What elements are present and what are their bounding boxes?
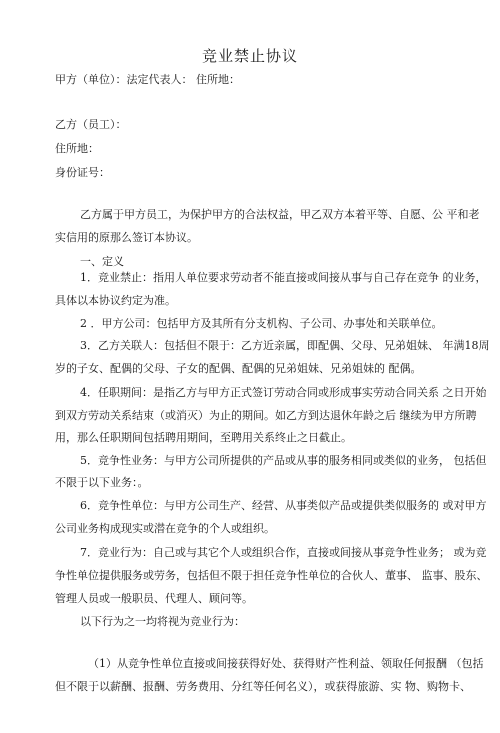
definition-line: 具体以本协议约定为准。 xyxy=(55,294,176,307)
definition-line: 岁的子女、配偶的父母、子女的配偶、配偶的兄弟姐妹、兄弟姐妹的 配偶。 xyxy=(55,362,422,375)
id-number-line: 身份证号： xyxy=(55,166,110,179)
preamble-line-2: 实信用的原那么签订本协议。 xyxy=(55,231,198,244)
definition-line: 5．竞争性业务：与甲方公司所提供的产品或从事的服务相同或类似的业务， 包括但 xyxy=(80,454,487,467)
party-a-line: 甲方（单位）：法定代表人： 住所地： xyxy=(55,73,240,86)
definition-line: 3．乙方关联人：包括但不限于：乙方近亲属，即配偶、父母、兄弟姐妹、 年满18周 xyxy=(80,339,490,352)
section-heading-definitions: 一、定义 xyxy=(80,255,124,268)
definition-line: 争性单位提供服务或劳务，包括但不限于担任竞争性单位的合伙人、董事、 监事、股东、 xyxy=(55,569,488,582)
definition-line: 不限于以下业务：。 xyxy=(55,476,149,489)
definition-line: 管理人员或一般职员、代理人、顾问等。 xyxy=(55,592,253,605)
clause-line: 但不限于以薪酬、报酬、劳务费用、分红等任何名义），或获得旅游、实 物、购物卡、 xyxy=(55,680,471,693)
definition-line: 用，那么任职期间包括聘用期间，至聘用关系终止之日截止。 xyxy=(55,431,352,444)
definition-line: 6．竞争性单位：与甲方公司生产、经营、从事类似产品或提供类似服务的 或对甲方 xyxy=(80,499,487,512)
residence-line: 住所地： xyxy=(55,142,99,155)
definition-line: 2 ．甲方公司：包括甲方及其所有分支机构、子公司、办事处和关联单位。 xyxy=(80,317,443,330)
party-b-line: 乙方（员工）： xyxy=(55,118,127,131)
clause-line: （1）从竞争性单位直接或间接获得好处、获得财产性利益、领取任何报酬 （包括 xyxy=(88,657,484,670)
preamble-line-1: 乙方属于甲方员工，为保护甲方的合法权益，甲乙双方本着平等、自愿、公 平和老 xyxy=(80,208,480,221)
definition-line: 7．竞业行为：自己或与其它个人或组织合作，直接或间接从事竞争性业务； 或为竞 xyxy=(80,546,487,559)
definition-line: 1．竞业禁止：指用人单位要求劳动者不能直接或间接从事与自己存在竞争 的业务， xyxy=(80,271,487,284)
document-title: 竞业禁止协议 xyxy=(201,47,298,65)
definition-line: 4．任职期间：是指乙方与甲方正式签订劳动合同或形成事实劳动合同关系 之日开始 xyxy=(80,386,487,399)
definition-line: 到双方劳动关系结束（或消灭）为止的期间。如乙方到达退休年龄之后 继续为甲方所聘 xyxy=(55,409,477,422)
definition-line: 公司业务构成现实或潜在竞争的个人或组织。 xyxy=(55,522,275,535)
definition-line: 以下行为之一均将视为竞业行为： xyxy=(80,615,245,628)
